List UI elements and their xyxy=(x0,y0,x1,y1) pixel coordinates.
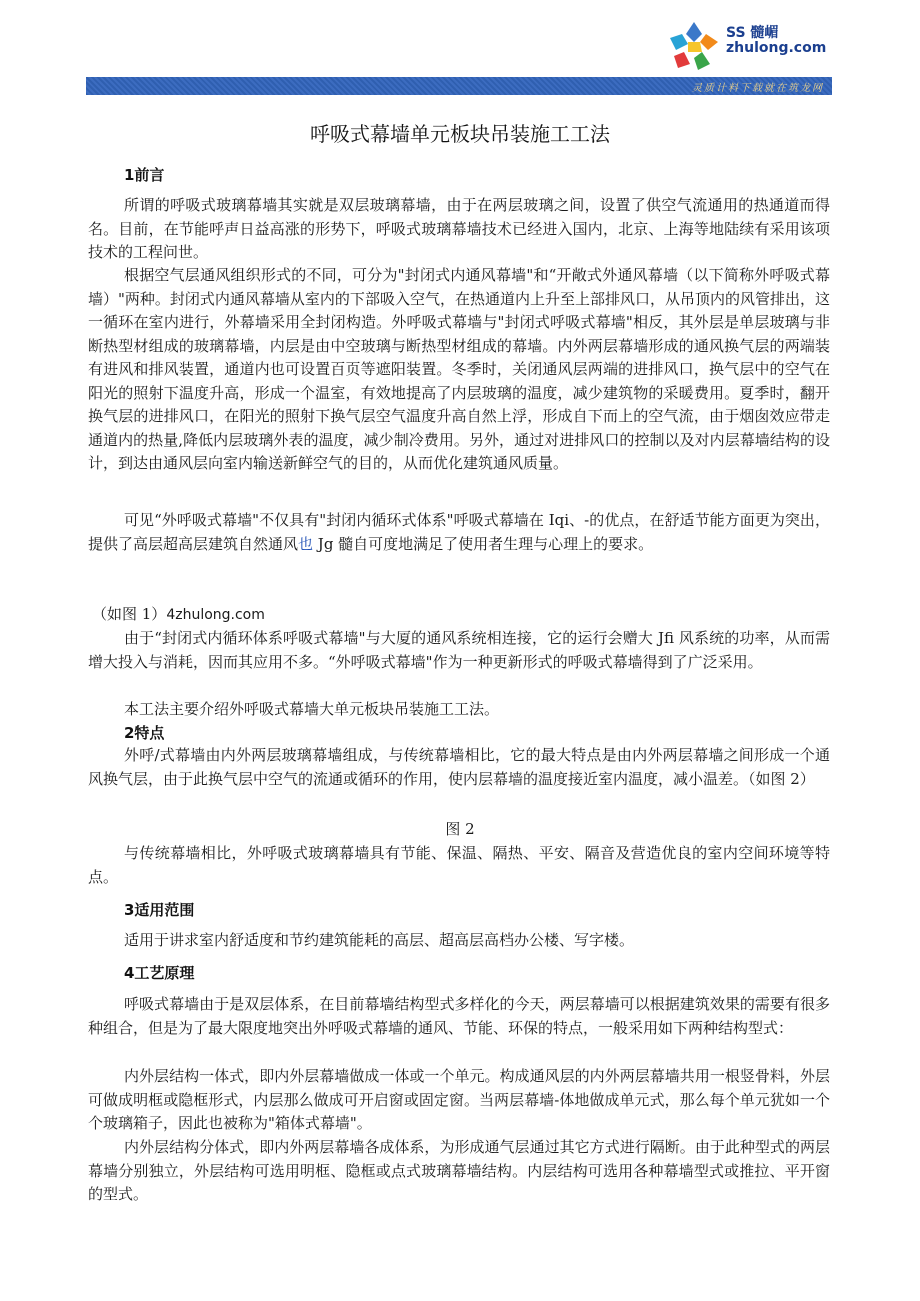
paragraph: 内外层结构分体式，即内外两层幕墙各成体系，为形成通气层通过其它方式进行隔断。由于此种型式的两层幕墙分别独立，外层结构可选用明框、隐框或点式玻璃幕墙结构。内层结构可选用各种幕墙型式或推拉、平开窗的型式。 xyxy=(88,1138,830,1203)
highlighted-text: 也 xyxy=(298,534,314,553)
logo-text-primary: SS 髓嵋 xyxy=(726,25,779,41)
paragraph-text: 可见“外呼吸式幕墙"不仅具有"封闭内循环式体系"呼吸式幕墙在 Iqi、-的优点，在舒适节能方面更为突出，提供了高层超高层建筑自然通风 xyxy=(88,511,830,553)
header-band xyxy=(86,77,832,95)
figure-1-label: （如图 1） xyxy=(92,605,167,623)
paragraph: 外呼/式幕墙由内外两层玻璃幕墙组成，与传统幕墙相比，它的最大特点是由内外两层幕墙之间形成一个通风换气层，由于此换气层中空气的流通或循环的作用，使内层幕墙的温度接近室内温度，减小温差。（如图 2） xyxy=(88,746,830,788)
section-heading-4: 4工艺原理 xyxy=(124,964,195,982)
section-heading-1: 1前言 xyxy=(124,166,165,184)
zhulong-logo-icon xyxy=(668,20,720,72)
section-heading-3: 3适用范围 xyxy=(124,901,195,919)
header-band-slogan: 灵质计料下载就在筑龙网 xyxy=(692,83,824,94)
paragraph: 内外层结构一体式，即内外层幕墙做成一体或一个单元。构成通风层的内外两层幕墙共用一根竖骨料，外层可做成明框或隐框形式，内层那么做成可开启窗或固定窗。当两层幕墙-体地做成单元式，那么每个单元犹如一个个玻璃箱子，因此也被称为"箱体式幕墙"。 xyxy=(88,1067,830,1132)
section-heading-2: 2特点 xyxy=(124,724,165,742)
figure-2-caption: 图 2 xyxy=(445,820,475,838)
paragraph: 与传统幕墙相比，外呼吸式玻璃幕墙具有节能、保温、隔热、平安、隔音及营造优良的室内空间环境等特点。 xyxy=(88,844,830,886)
document-title: 呼吸式幕墙单元板块吊装施工工法 xyxy=(310,122,610,146)
logo-text-domain: zhulong.com xyxy=(726,40,827,56)
paragraph: 本工法主要介绍外呼吸式幕墙大单元板块吊装施工工法。 xyxy=(124,700,500,718)
figure-1-site: 4zhulong.com xyxy=(166,607,265,623)
paragraph-text: Jg 髓自可度地满足了使用者生理与心理上的要求。 xyxy=(313,534,654,553)
figure-1-reference xyxy=(92,603,265,624)
paragraph: 所谓的呼吸式玻璃幕墙其实就是双层玻璃幕墙，由于在两层玻璃之间，设置了供空气流通用的热通道而得名。目前，在节能呼声日益高涨的形势下，呼吸式玻璃幕墙技术已经进入国内，北京、上海等地陆续有采用该项技术的工程问世。 xyxy=(88,196,830,261)
paragraph xyxy=(88,509,830,556)
paragraph: 呼吸式幕墙由于是双层体系，在目前幕墙结构型式多样化的今天，两层幕墙可以根据建筑效果的需要有很多种组合，但是为了最大限度地突出外呼吸式幕墙的通风、节能、环保的特点，一般采用如下两种结构型式： xyxy=(88,995,830,1037)
paragraph: 由于“封闭式内循环体系呼吸式幕墙"与大厦的通风系统相连接，它的运行会赠大 Jfi 风系统的功率，从而需增大投入与消耗，因而其应用不多。“外呼吸式幕墙"作为一种更新形式的呼吸式幕墙得到了广泛采用。 xyxy=(88,629,830,671)
paragraph: 适用于讲求室内舒适度和节约建筑能耗的高层、超高层高档办公楼、写字楼。 xyxy=(124,931,635,949)
paragraph: 根据空气层通风组织形式的不同，可分为"封闭式内通风幕墙"和“开敞式外通风幕墙（以下简称外呼吸式幕墙）"两种。封闭式内通风幕墙从室内的下部吸入空气，在热通道内上升至上部排风口，从吊顶内的风管排出，这一循环在室内进行，外幕墙采用全封闭构造。外呼吸式幕墙与"封闭式呼吸式幕墙"相反，其外层是单层玻璃与非断热型材组成的玻璃幕墙，内层是由中空玻璃与断热型材组成的幕墙。内外两层幕墙形成的通风换气层的两端装有进风和排风装置，通道内也可设置百页等遮阳装置。冬季时，关闭通风层两端的进排风口，换气层中的空气在阳光的照射下温度升高，形成一个温室，有效地提高了内层玻璃的温度，减少建筑物的采暖费用。夏季时，翻开换气层的进排风口，在阳光的照射下换气层空气温度升高自然上浮，形成自下而上的空气流，由于烟囱效应带走通道内的热量,降低内层玻璃外表的温度，减少制冷费用。另外，通过对进排风口的控制以及对内层幕墙结构的设计，到达由通风层向室内输送新鲜空气的目的，从而优化建筑通风质量。 xyxy=(88,266,830,472)
page-header xyxy=(0,0,920,100)
